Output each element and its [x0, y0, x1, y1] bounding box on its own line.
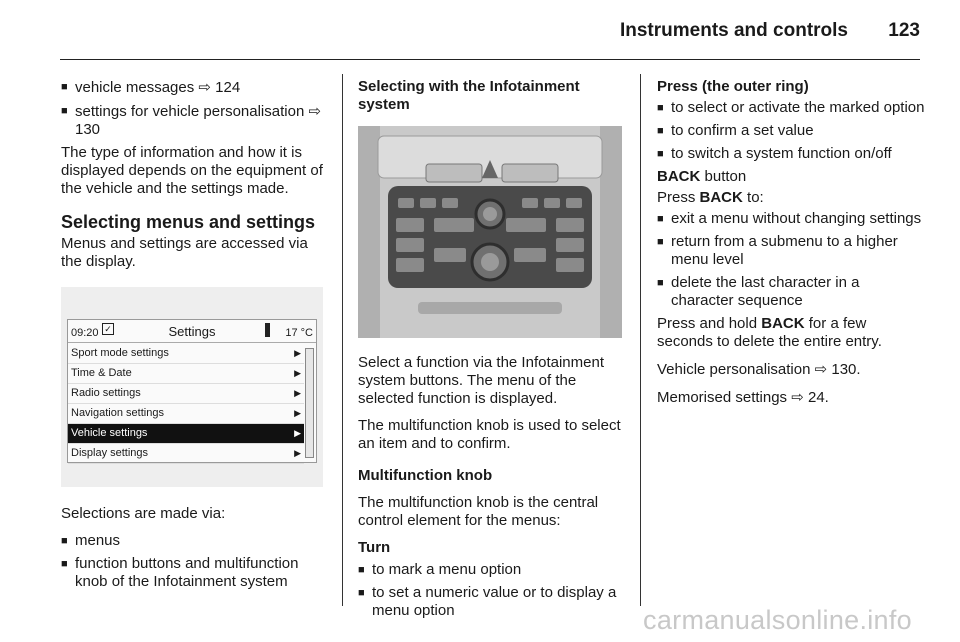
bullet-list: [61, 532, 329, 591]
inline-text: Vehicle personalisation: [657, 361, 811, 378]
chevron-right-icon: ▶: [294, 428, 301, 438]
inline-text: Memorised settings: [657, 389, 788, 406]
paragraph: [657, 315, 925, 351]
paragraph: Select a function via the Infotainment system buttons. The menu of the selected function is displayed.: [358, 354, 604, 407]
chevron-right-icon: ▶: [294, 368, 301, 378]
menu-item-label: Time & Date: [71, 367, 132, 379]
paragraph: The type of information and how it is displayed depends on the equipment of the vehicle and the settings made.: [61, 144, 323, 197]
column-3: [657, 78, 925, 416]
paragraph: [657, 189, 925, 207]
inline-text: Press: [657, 189, 696, 206]
screen-title: Settings: [168, 324, 216, 339]
paragraph: Menus and settings are accessed via the display.: [61, 235, 308, 270]
list-item: ■ to select or activate the marked option: [657, 99, 925, 117]
screen-status-bar: [68, 320, 316, 343]
list-item: ■ to confirm a set value: [657, 122, 925, 140]
screen-menu-item: [68, 384, 304, 404]
paragraph: Selections are made via:: [61, 505, 226, 522]
chevron-right-icon: ▶: [294, 388, 301, 398]
list-item: ■ menus: [61, 532, 329, 550]
cross-reference-arrow-icon: ⇨: [814, 360, 828, 378]
bullet-list: [61, 78, 329, 139]
screen-menu-item-selected: [68, 424, 304, 444]
bullet-text: vehicle messages: [75, 79, 195, 96]
page-reference[interactable]: 130.: [831, 361, 861, 378]
inline-text: to:: [747, 189, 764, 206]
list-item: ■ function buttons and multifunction knob of the Infotainment system: [61, 555, 329, 591]
list-item: ■ to mark a menu option: [358, 561, 626, 579]
list-item: [61, 78, 329, 97]
column-1: [61, 78, 329, 596]
thermometer-icon: [265, 323, 270, 337]
subheading: Press (the outer ring): [657, 78, 809, 95]
column-2: [358, 78, 626, 625]
inline-text: Press and hold: [657, 315, 758, 332]
chevron-right-icon: ▶: [294, 408, 301, 418]
screen-temperature: 17 °C: [285, 327, 313, 339]
screen-menu-item: [68, 404, 304, 424]
checkbox-icon: ✓: [102, 323, 114, 335]
menu-item-label: Vehicle settings: [71, 427, 148, 439]
paragraph: [657, 388, 925, 407]
list-item: ■ return from a submenu to a higher menu level: [657, 233, 925, 269]
paragraph: The multifunction knob is used to select an item and to confirm.: [358, 417, 621, 452]
inline-text: for a few seconds to delete the entire entry.: [657, 315, 882, 350]
paragraph: [657, 168, 925, 186]
page-reference[interactable]: 124: [215, 79, 241, 96]
site-watermark: carmanualsonline.info: [643, 605, 912, 635]
back-button-label: BACK: [657, 168, 701, 185]
menu-item-label: Sport mode settings: [71, 347, 169, 359]
settings-screen-figure: [61, 287, 323, 487]
cross-reference-arrow-icon: ⇨: [308, 102, 322, 120]
bullet-list: [358, 561, 626, 620]
bullet-list: [657, 210, 925, 310]
running-header-title: Instruments and controls: [619, 20, 848, 41]
list-item: ■ to set a numeric value or to display a menu option: [358, 584, 626, 620]
list-item: ■ to switch a system function on/off: [657, 145, 925, 163]
cross-reference-arrow-icon: ⇨: [198, 78, 211, 96]
display-screen: [67, 319, 317, 463]
screen-menu-item: [68, 344, 304, 364]
page-reference[interactable]: 130: [75, 121, 101, 138]
inline-text: button: [704, 168, 747, 185]
screen-menu-item: [68, 444, 304, 464]
paragraph: [657, 360, 925, 379]
chevron-right-icon: ▶: [294, 348, 301, 358]
header-rule: [60, 59, 920, 60]
list-item: [61, 102, 329, 139]
bullet-list: [657, 99, 925, 163]
infotainment-panel-illustration: [358, 126, 622, 338]
screen-menu-list: [68, 344, 304, 464]
menu-item-label: Navigation settings: [71, 407, 164, 419]
page-number: 123: [888, 20, 920, 41]
column-divider: [640, 74, 641, 606]
list-item: ■ delete the last character in a character sequence: [657, 274, 925, 310]
page-reference[interactable]: 24.: [807, 389, 829, 406]
infotainment-panel-photo: [358, 126, 622, 338]
chevron-right-icon: ▶: [294, 448, 301, 458]
subheading: Selecting with the Infotainment system: [358, 78, 580, 113]
screen-clock: 09:20: [71, 327, 99, 339]
menu-item-label: Radio settings: [71, 387, 141, 399]
list-item: ■ exit a menu without changing settings: [657, 210, 925, 228]
column-divider: [342, 74, 343, 606]
section-heading: Selecting menus and settings: [61, 212, 316, 232]
cross-reference-arrow-icon: ⇨: [791, 388, 804, 406]
screen-scrollbar: [305, 348, 314, 458]
menu-item-label: Display settings: [71, 447, 149, 459]
back-button-label: BACK: [761, 315, 805, 332]
paragraph: The multifunction knob is the central control element for the menus:: [358, 494, 599, 529]
screen-menu-item: [68, 364, 304, 384]
back-button-label: BACK: [699, 189, 743, 206]
bullet-text: settings for vehicle personalisation: [75, 103, 305, 120]
subheading: Multifunction knob: [358, 467, 493, 484]
subheading: Turn: [358, 539, 391, 556]
